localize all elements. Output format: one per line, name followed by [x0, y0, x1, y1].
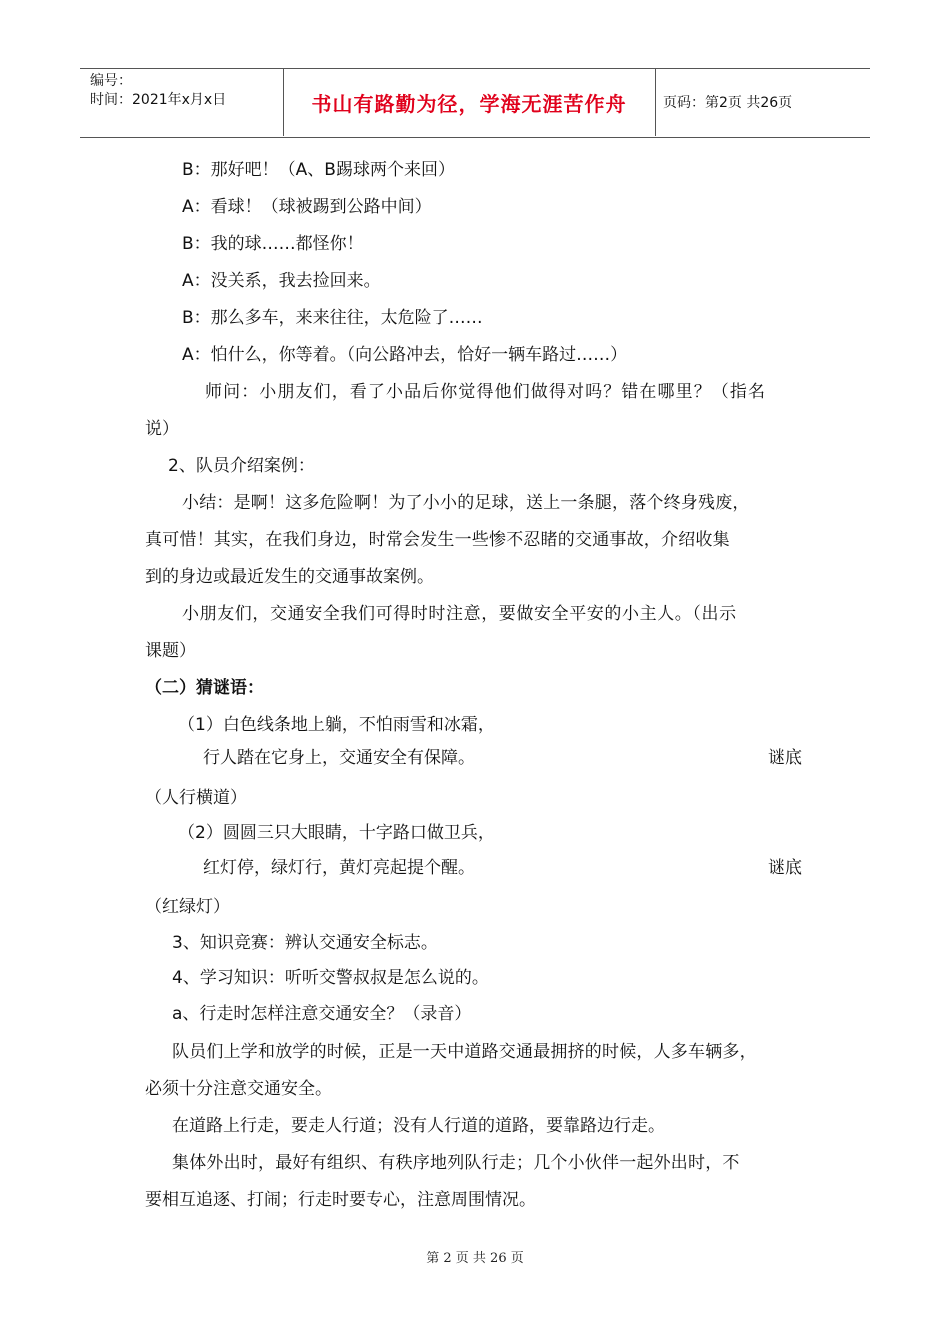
dialogue-line: A：没关系，我去捡回来。: [182, 271, 381, 291]
dialogue-line: A：怕什么，你等着。（向公路冲去，恰好一辆车路过……）: [182, 345, 628, 365]
paragraph-line: 集体外出时，最好有组织、有秩序地列队行走；几个小伙伴一起外出时，不: [172, 1153, 740, 1173]
section-heading: a、行走时怎样注意交通安全？（录音）: [172, 1004, 472, 1024]
riddle-answer-label: 谜底: [768, 748, 802, 768]
page-footer: 第 2 页 共 26 页: [426, 1251, 524, 1266]
document-number-label: 编号：: [90, 73, 132, 89]
riddle-answer-label: 谜底: [768, 858, 802, 878]
riddle-line: （1）白色线条地上躺，不怕雨雪和冰霜，: [178, 715, 495, 735]
header-motto: 书山有路勤为径，学海无涯苦作舟: [311, 91, 627, 116]
dialogue-line: B：那么多车，来来往往，太危险了……: [182, 308, 483, 328]
paragraph-line: 在道路上行走，要走人行道；没有人行道的道路，要靠路边行走。: [172, 1116, 665, 1136]
riddle-line: （2）圆圆三只大眼睛，十字路口做卫兵，: [178, 823, 495, 843]
section-heading: 4、学习知识：听听交警叔叔是怎么说的。: [172, 968, 489, 988]
paragraph-line: 到的身边或最近发生的交通事故案例。: [145, 567, 434, 587]
paragraph-line: 小结：是啊！这多危险啊！为了小小的足球，送上一条腿，落个终身残废，: [182, 493, 750, 513]
riddle-answer: （红绿灯）: [145, 897, 230, 917]
paragraph-line: 必须十分注意交通安全。: [145, 1079, 332, 1099]
paragraph-line: 说）: [145, 419, 179, 439]
dialogue-line: B：那好吧！（A、B踢球两个来回）: [182, 160, 455, 180]
paragraph-line: 队员们上学和放学的时候，正是一天中道路交通最拥挤的时候，人多车辆多，: [172, 1042, 757, 1062]
dialogue-line: B：我的球……都怪你！: [182, 234, 364, 254]
paragraph-line: 要相互追逐、打闹；行走时要专心，注意周围情况。: [145, 1190, 536, 1210]
section-heading: 2、队员介绍案例：: [168, 456, 315, 476]
section-heading: 3、知识竞赛：辨认交通安全标志。: [172, 933, 438, 953]
paragraph-line: 真可惜！其实，在我们身边，时常会发生一些惨不忍睹的交通事故，介绍收集: [145, 530, 730, 550]
document-date: 时间：2021年x月x日: [90, 92, 227, 108]
header-page-info: 页码：第2页 共26页: [663, 95, 793, 111]
riddle-answer: （人行横道）: [145, 788, 247, 808]
dialogue-line: A：看球！（球被踢到公路中间）: [182, 197, 432, 217]
section-heading: （二）猜谜语：: [145, 678, 264, 698]
riddle-line: 红灯停，绿灯行，黄灯亮起提个醒。: [203, 858, 475, 878]
header-divider: [655, 68, 656, 136]
riddle-line: 行人踏在它身上，交通安全有保障。: [203, 748, 475, 768]
paragraph-line: 小朋友们，交通安全我们可得时时注意，要做安全平安的小主人。（出示: [182, 604, 737, 624]
paragraph-line: 师问：小朋友们，看了小品后你觉得他们做得对吗？错在哪里？（指名: [205, 382, 767, 402]
paragraph-line: 课题）: [145, 641, 196, 661]
